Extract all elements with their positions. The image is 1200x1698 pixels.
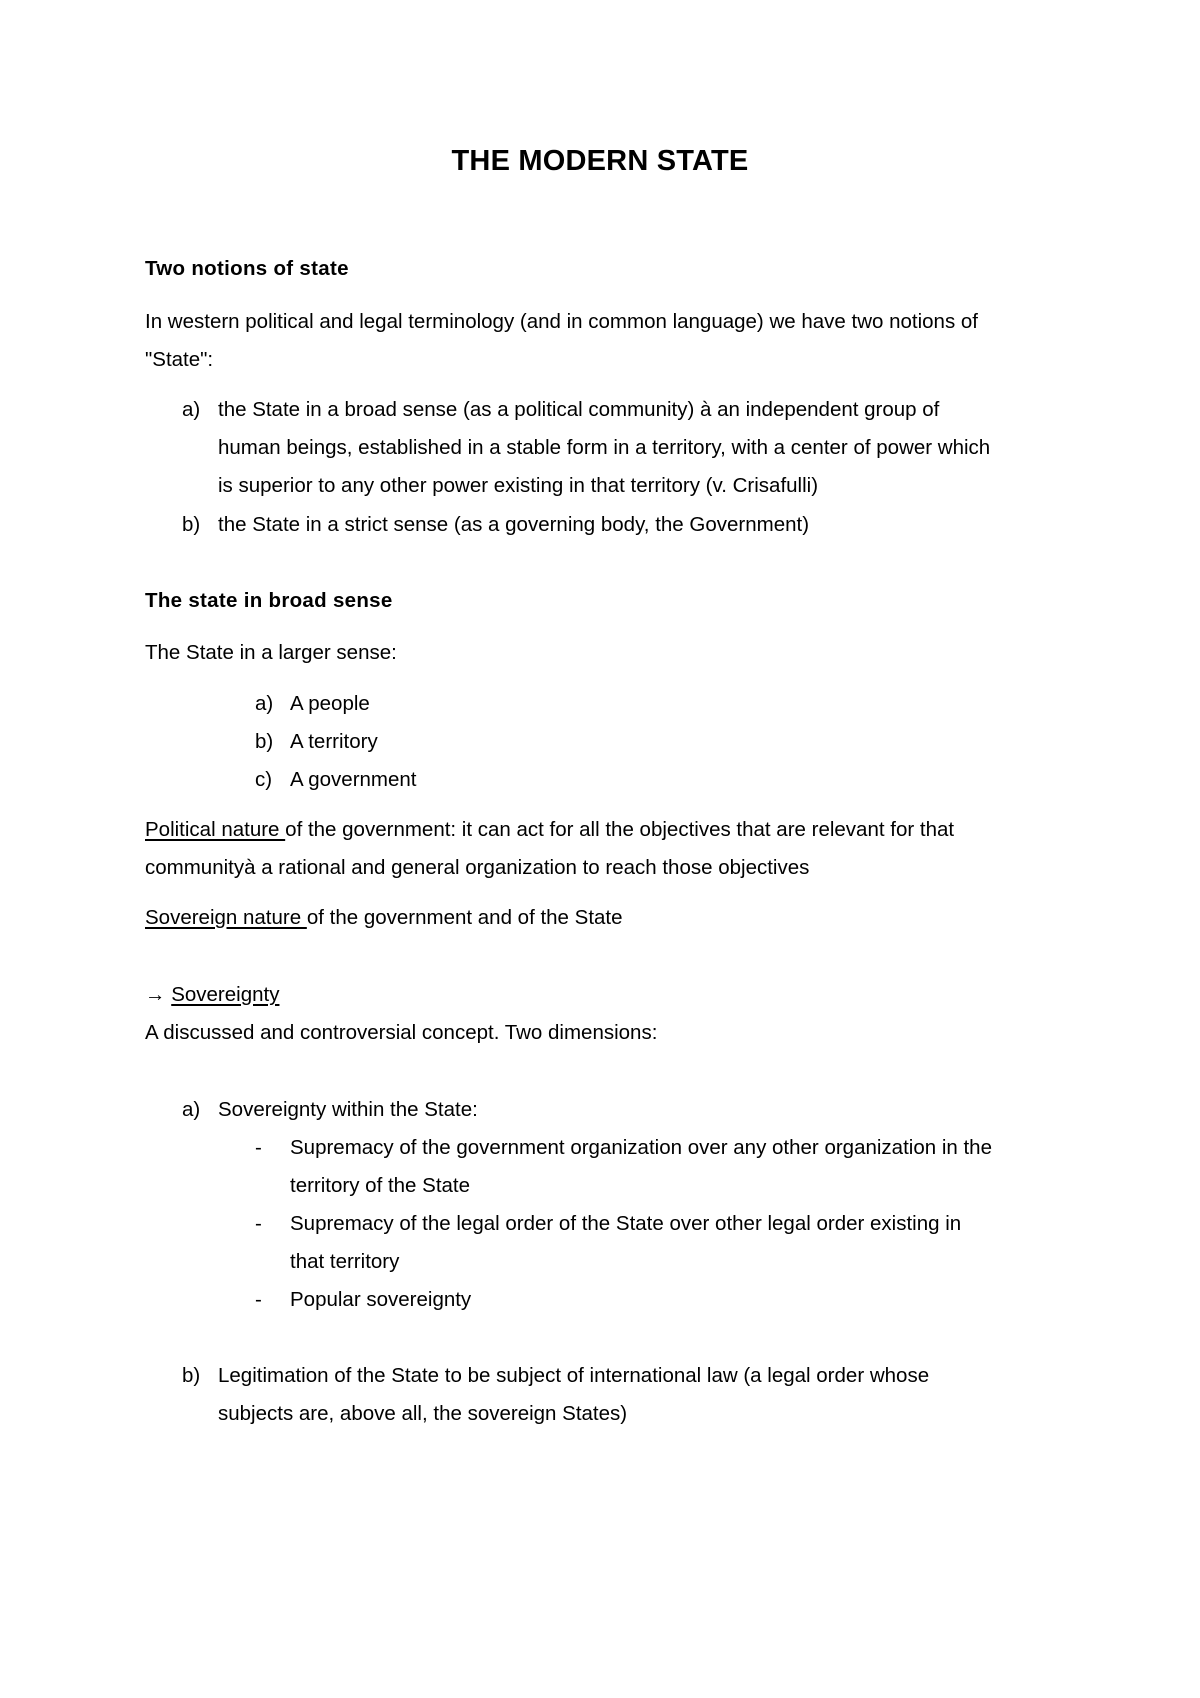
list-item-line: the State in a strict sense (as a governing body, the Government)	[218, 513, 810, 536]
sovereign-nature-term: Sovereign nature	[145, 906, 307, 929]
political-nature-term: Political nature	[145, 818, 286, 841]
bullet-marker: -	[255, 1288, 262, 1311]
list-item: Sovereignty within the State:	[218, 1098, 478, 1121]
list-item-line: the State in a broad sense (as a political community) à an independent group of	[218, 398, 940, 421]
sovereignty-intro: A discussed and controversial concept. Two dimensions:	[145, 1021, 658, 1044]
list-item-line: subjects are, above all, the sovereign States)	[218, 1402, 628, 1425]
bullet-line: Supremacy of the government organization over any other organization in the	[290, 1136, 992, 1159]
political-nature-text: of the government: it can act for all the objectives that are relevant for that	[285, 818, 955, 841]
bullet-line: Supremacy of the legal order of the State over other legal order existing in	[290, 1212, 962, 1235]
section-heading-two-notions: Two notions of state	[145, 257, 349, 280]
list-marker: b)	[182, 1364, 201, 1387]
list-marker: b)	[255, 730, 274, 753]
political-nature-line	[145, 818, 954, 842]
list-item: A territory	[290, 730, 378, 753]
document-title: THE MODERN STATE	[451, 145, 749, 177]
intro-paragraph-line: In western political and legal terminology (and in common language) we have two notions of	[145, 310, 979, 333]
section-heading-broad-sense: The state in broad sense	[145, 589, 393, 612]
sovereignty-heading	[145, 983, 279, 1007]
bullet-line: Popular sovereignty	[290, 1288, 472, 1311]
bullet-marker: -	[255, 1136, 262, 1159]
list-item-line: is superior to any other power existing in that territory (v. Crisafulli)	[218, 474, 819, 497]
sovereignty-term: Sovereignty	[171, 983, 280, 1006]
list-item-line: Legitimation of the State to be subject of international law (a legal order whose	[218, 1364, 930, 1387]
list-item-line: human beings, established in a stable form in a territory, with a center of power which	[218, 436, 991, 459]
bullet-line: territory of the State	[290, 1174, 471, 1197]
political-nature-line: communityà a rational and general organization to reach those objectives	[145, 856, 810, 879]
bullet-line: that territory	[290, 1250, 400, 1273]
list-marker: a)	[255, 692, 274, 715]
list-marker: a)	[182, 398, 201, 421]
sovereign-nature-text: of the government and of the State	[306, 906, 623, 929]
list-marker: a)	[182, 1098, 201, 1121]
list-item: A people	[290, 692, 370, 715]
arrow-right-icon: →	[145, 983, 166, 1006]
section-intro: The State in a larger sense:	[145, 641, 397, 664]
list-marker: b)	[182, 513, 201, 536]
sovereign-nature-line	[145, 906, 623, 930]
list-marker: c)	[255, 768, 273, 791]
list-item: A government	[290, 768, 417, 791]
bullet-marker: -	[255, 1212, 262, 1235]
intro-paragraph-line: "State":	[145, 348, 214, 371]
